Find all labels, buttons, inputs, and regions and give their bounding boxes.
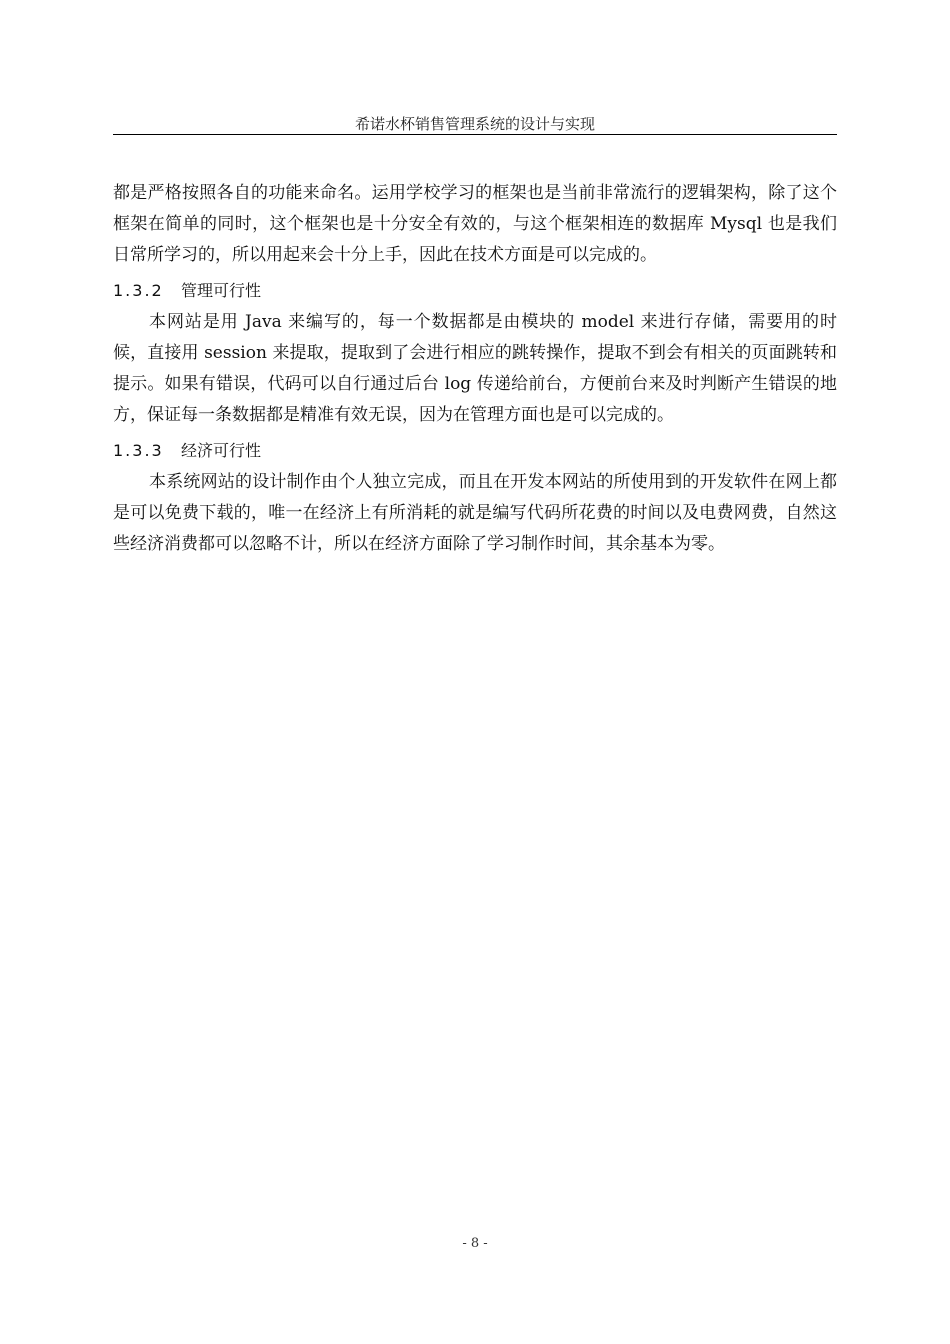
- page-number: - 8 -: [462, 1236, 488, 1251]
- header-divider: [113, 134, 837, 135]
- section-paragraph-management: 本网站是用 Java 来编写的，每一个数据都是由模块的 model 来进行存储，需要用的时候，直接用 session 来提取，提取到了会进行相应的跳转操作，提取不到会有相关的页面跳转和提示。如果有错误，代码可以自行通过后台 log 传递给前台，方便前台来及时判断产生错误的地方，保证每一条数据都是精准有效无误，因为在管理方面也是可以完成的。: [113, 312, 837, 425]
- section-heading-management: [113, 280, 837, 302]
- section-number: 1.3.2: [113, 281, 164, 300]
- intro-paragraph: 都是严格按照各自的功能来命名。运用学校学习的框架也是当前非常流行的逻辑架构，除了这个框架在简单的同时，这个框架也是十分安全有效的，与这个框架相连的数据库 Mysql 也是我们日常所学习的，所以用起来会十分上手，因此在技术方面是可以完成的。: [113, 183, 837, 265]
- section-paragraph-economic: 本系统网站的设计制作由个人独立完成，而且在开发本网站的所使用到的开发软件在网上都是可以免费下载的，唯一在经济上有所消耗的就是编写代码所花费的时间以及电费网费，自然这些经济消费都可以忽略不计，所以在经济方面除了学习制作时间，其余基本为零。: [113, 472, 837, 554]
- section-number: 1.3.3: [113, 441, 164, 460]
- document-body: [113, 178, 837, 560]
- page-header-title: 希诺水杯销售管理系统的设计与实现: [354, 115, 595, 133]
- section-title: 经济可行性: [181, 441, 262, 460]
- section-title: 管理可行性: [181, 281, 262, 300]
- section-heading-economic: [113, 440, 837, 462]
